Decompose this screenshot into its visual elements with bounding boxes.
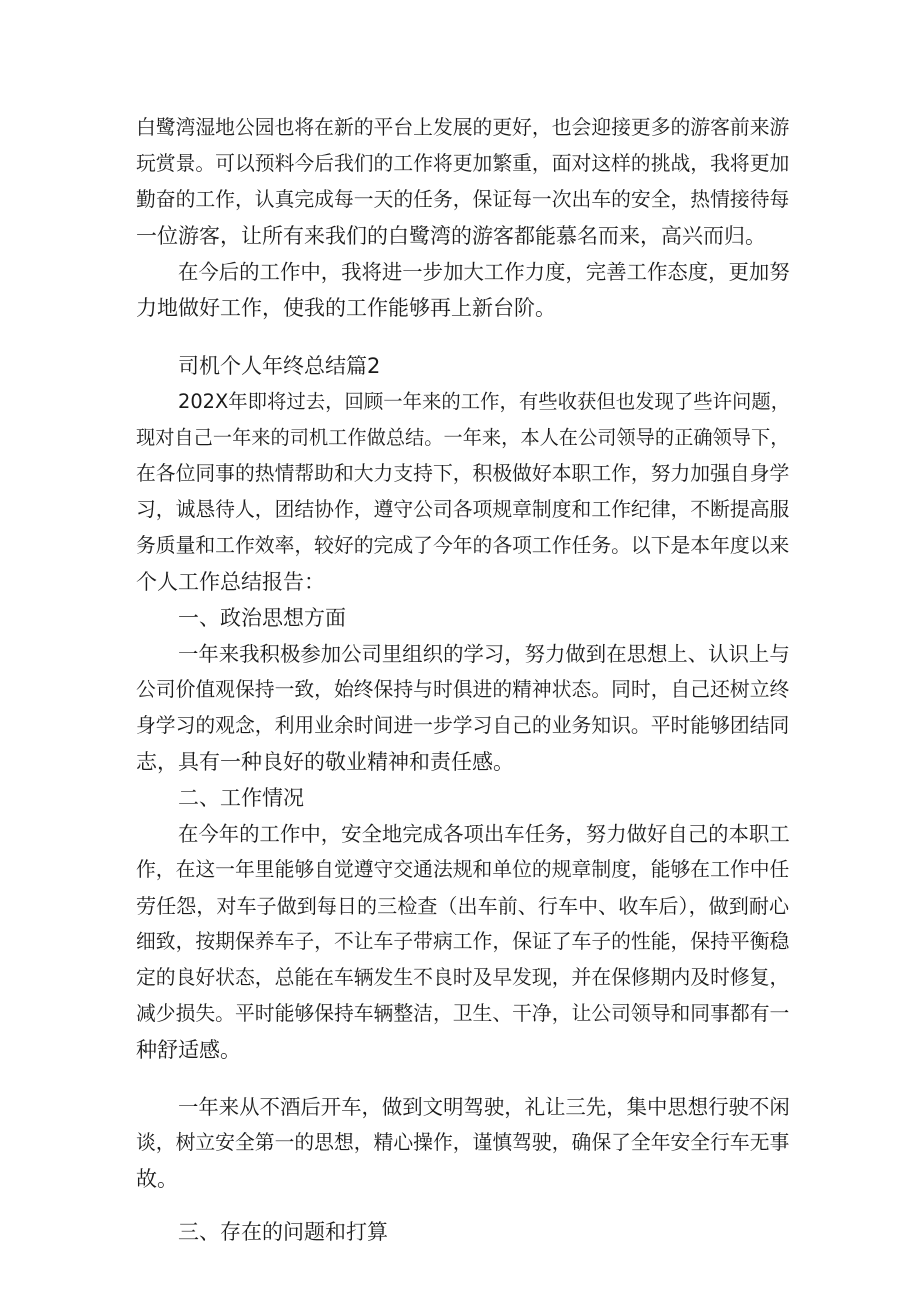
text-line: 个人工作总结报告： (136, 570, 325, 594)
text-line: 勤奋的工作，认真完成每一天的任务，保证每一次出车的安全，热情接待每 (136, 188, 790, 211)
text-line: 谈，树立安全第一的思想，精心操作，谨慎驾驶，确保了全年安全行车无事 (136, 1131, 790, 1154)
text-line: 现对自己一年来的司机工作做总结。一年来，本人在公司领导的正确领导下， (136, 426, 790, 449)
text-line: 定的良好状态，总能在车辆发生不良时及早发现，并在保修期内及时修复， (136, 966, 790, 989)
text-line: 身学习的观念，利用业余时间进一步学习自己的业务知识。平时能够团结同 (136, 714, 790, 737)
text-line: 志，具有一种良好的敬业精神和责任感。 (136, 750, 514, 774)
text-line: 一年来从不酒后开车，做到文明驾驶，礼让三先，集中思想行驶不闲 (178, 1095, 790, 1119)
text-line: 玩赏景。可以预料今后我们的工作将更加繁重，面对这样的挑战，我将更加 (136, 152, 790, 175)
text-line: 习，诚恳待人，团结协作，遵守公司各项规章制度和工作纪律，不断提高服 (136, 498, 790, 521)
section-heading: 司机个人年终总结篇2 (178, 354, 381, 378)
text-line: 故。 (136, 1167, 178, 1191)
text-line: 力地做好工作，使我的工作能够再上新台阶。 (136, 296, 556, 320)
subsection-heading: 二、工作情况 (178, 786, 304, 810)
text-line: 白鹭湾湿地公园也将在新的平台上发展的更好，也会迎接更多的游客前来游 (136, 116, 790, 139)
text-line: 一位游客，让所有来我们的白鹭湾的游客都能慕名而来，高兴而归。 (136, 224, 766, 248)
text-line: 作，在这一年里能够自觉遵守交通法规和单位的规章制度，能够在工作中任 (136, 858, 790, 881)
text-line: 劳任怨，对车子做到每日的三检查（出车前、行车中、收车后），做到耐心 (136, 894, 790, 918)
text-line: 细致，按期保养车子，不让车子带病工作，保证了车子的性能，保持平衡稳 (136, 930, 790, 953)
text-line: 种舒适感。 (136, 1038, 241, 1062)
subsection-heading: 三、存在的问题和打算 (178, 1220, 388, 1244)
text-line: 在各位同事的热情帮助和大力支持下，积极做好本职工作，努力加强自身学 (136, 462, 790, 485)
text-line: 务质量和工作效率，较好的完成了今年的各项工作任务。以下是本年度以来 (136, 534, 790, 557)
text-line: 一年来我积极参加公司里组织的学习，努力做到在思想上、认识上与 (178, 642, 790, 666)
text-line: 在今后的工作中，我将进一步加大工作力度，完善工作态度，更加努 (178, 260, 790, 284)
text-line: 202X年即将过去，回顾一年来的工作，有些收获但也发现了些许问题， (178, 390, 791, 413)
text-line: 在今年的工作中，安全地完成各项出车任务，努力做好自己的本职工 (178, 822, 790, 846)
text-line: 减少损失。平时能够保持车辆整洁，卫生、干净，让公司领导和同事都有一 (136, 1002, 790, 1025)
subsection-heading: 一、政治思想方面 (178, 606, 346, 630)
text-line: 公司价值观保持一致，始终保持与时俱进的精神状态。同时，自己还树立终 (136, 678, 790, 701)
